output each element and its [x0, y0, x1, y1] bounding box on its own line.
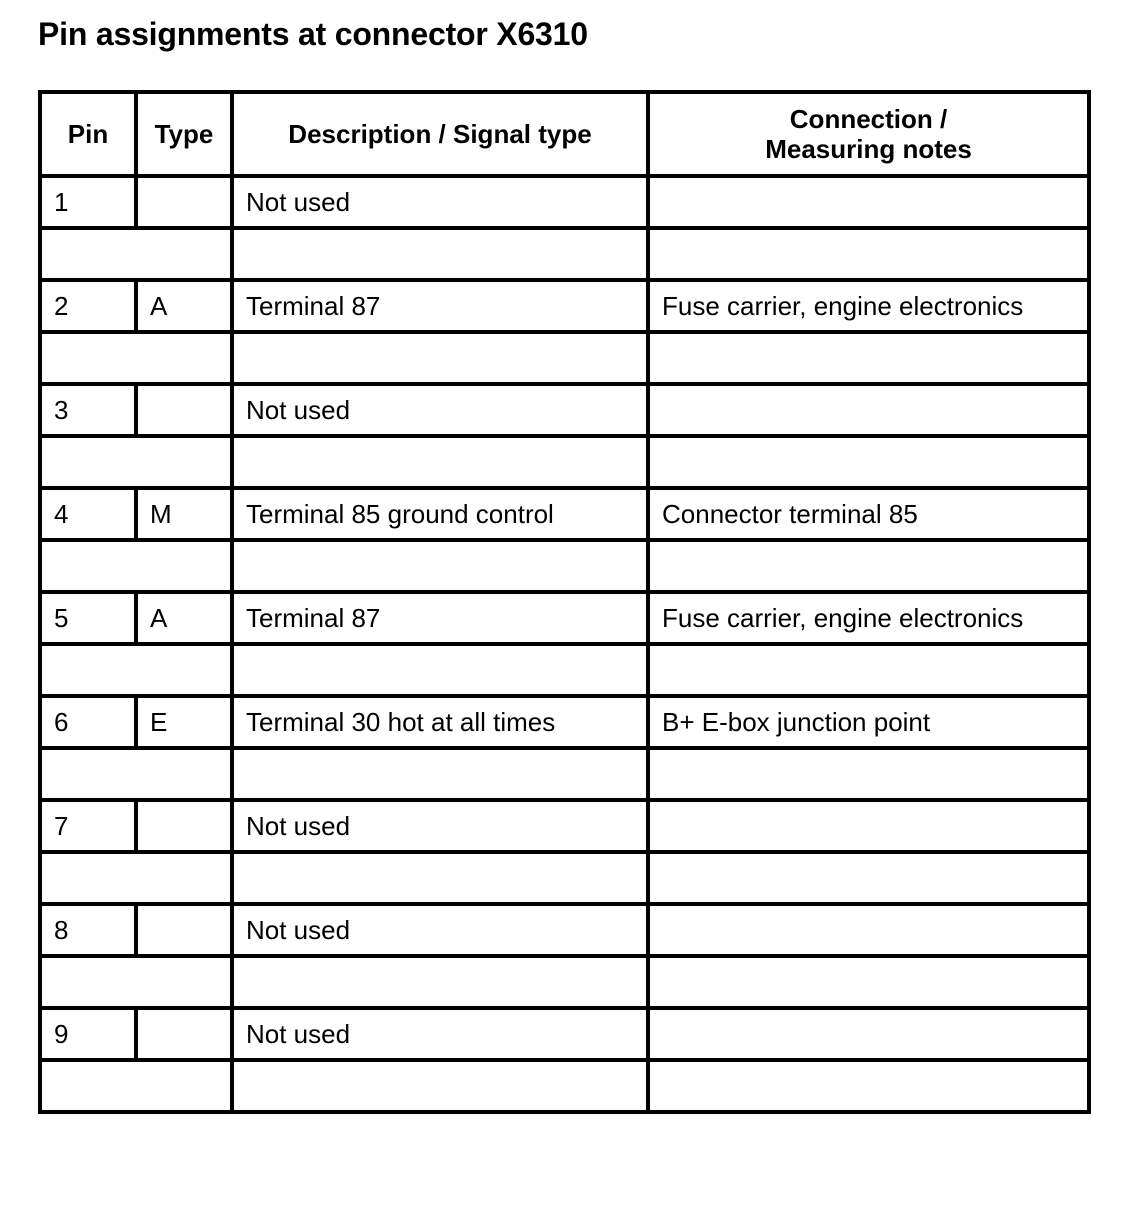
cell-pin: 6: [40, 696, 136, 748]
cell-connection: Fuse carrier, engine electronics: [648, 592, 1089, 644]
spacer-cell: [40, 332, 232, 384]
cell-type: [136, 1008, 232, 1060]
page-title: Pin assignments at connector X6310: [38, 16, 588, 52]
spacer-row: [40, 852, 1089, 904]
cell-description: Not used: [232, 800, 648, 852]
spacer-cell: [40, 644, 232, 696]
cell-description: Not used: [232, 384, 648, 436]
spacer-row: [40, 644, 1089, 696]
table-row: [40, 592, 1089, 644]
spacer-cell: [648, 644, 1089, 696]
spacer-cell: [40, 956, 232, 1008]
cell-pin: 7: [40, 800, 136, 852]
cell-pin: 8: [40, 904, 136, 956]
cell-type: [136, 176, 232, 228]
spacer-cell: [232, 1060, 648, 1112]
header-description: Description / Signal type: [232, 92, 648, 176]
cell-connection: [648, 904, 1089, 956]
cell-description: Not used: [232, 1008, 648, 1060]
cell-pin: 9: [40, 1008, 136, 1060]
cell-description: Not used: [232, 904, 648, 956]
cell-connection: [648, 176, 1089, 228]
cell-description: Terminal 87: [232, 592, 648, 644]
spacer-cell: [648, 540, 1089, 592]
table-row: [40, 1008, 1089, 1060]
table-row: [40, 904, 1089, 956]
spacer-cell: [648, 228, 1089, 280]
cell-type: [136, 904, 232, 956]
cell-connection: B+ E-box junction point: [648, 696, 1089, 748]
spacer-cell: [648, 748, 1089, 800]
cell-description: Not used: [232, 176, 648, 228]
cell-connection: [648, 1008, 1089, 1060]
spacer-cell: [40, 748, 232, 800]
spacer-cell: [232, 228, 648, 280]
cell-connection: [648, 800, 1089, 852]
table-row: [40, 696, 1089, 748]
table-row: [40, 384, 1089, 436]
spacer-row: [40, 436, 1089, 488]
header-row: [40, 92, 1089, 176]
cell-connection: Connector terminal 85: [648, 488, 1089, 540]
cell-type: A: [136, 592, 232, 644]
header-pin: Pin: [40, 92, 136, 176]
cell-pin: 2: [40, 280, 136, 332]
header-type: Type: [136, 92, 232, 176]
table-row: [40, 488, 1089, 540]
spacer-cell: [648, 1060, 1089, 1112]
spacer-cell: [232, 540, 648, 592]
spacer-cell: [40, 852, 232, 904]
spacer-cell: [40, 436, 232, 488]
cell-pin: 3: [40, 384, 136, 436]
spacer-cell: [648, 436, 1089, 488]
spacer-cell: [40, 540, 232, 592]
cell-connection: [648, 384, 1089, 436]
spacer-row: [40, 1060, 1089, 1112]
cell-pin: 4: [40, 488, 136, 540]
table-row: [40, 280, 1089, 332]
cell-connection: Fuse carrier, engine electronics: [648, 280, 1089, 332]
spacer-cell: [648, 956, 1089, 1008]
cell-type: [136, 384, 232, 436]
spacer-cell: [40, 1060, 232, 1112]
header-connection: [648, 92, 1089, 176]
table-row: [40, 800, 1089, 852]
spacer-cell: [40, 228, 232, 280]
spacer-cell: [232, 852, 648, 904]
cell-type: [136, 800, 232, 852]
spacer-cell: [648, 332, 1089, 384]
cell-pin: 5: [40, 592, 136, 644]
spacer-cell: [232, 436, 648, 488]
spacer-cell: [648, 852, 1089, 904]
spacer-row: [40, 956, 1089, 1008]
cell-type: A: [136, 280, 232, 332]
cell-description: Terminal 87: [232, 280, 648, 332]
spacer-cell: [232, 956, 648, 1008]
spacer-row: [40, 748, 1089, 800]
cell-description: Terminal 85 ground control: [232, 488, 648, 540]
table-row: [40, 176, 1089, 228]
spacer-row: [40, 228, 1089, 280]
spacer-row: [40, 540, 1089, 592]
header-connection-line1: Connection /: [789, 104, 948, 134]
header-connection-line2: Measuring notes: [765, 134, 972, 164]
pin-assignment-table: [38, 90, 1091, 1114]
cell-type: E: [136, 696, 232, 748]
cell-pin: 1: [40, 176, 136, 228]
spacer-cell: [232, 748, 648, 800]
spacer-row: [40, 332, 1089, 384]
spacer-cell: [232, 644, 648, 696]
cell-description: Terminal 30 hot at all times: [232, 696, 648, 748]
spacer-cell: [232, 332, 648, 384]
cell-type: M: [136, 488, 232, 540]
